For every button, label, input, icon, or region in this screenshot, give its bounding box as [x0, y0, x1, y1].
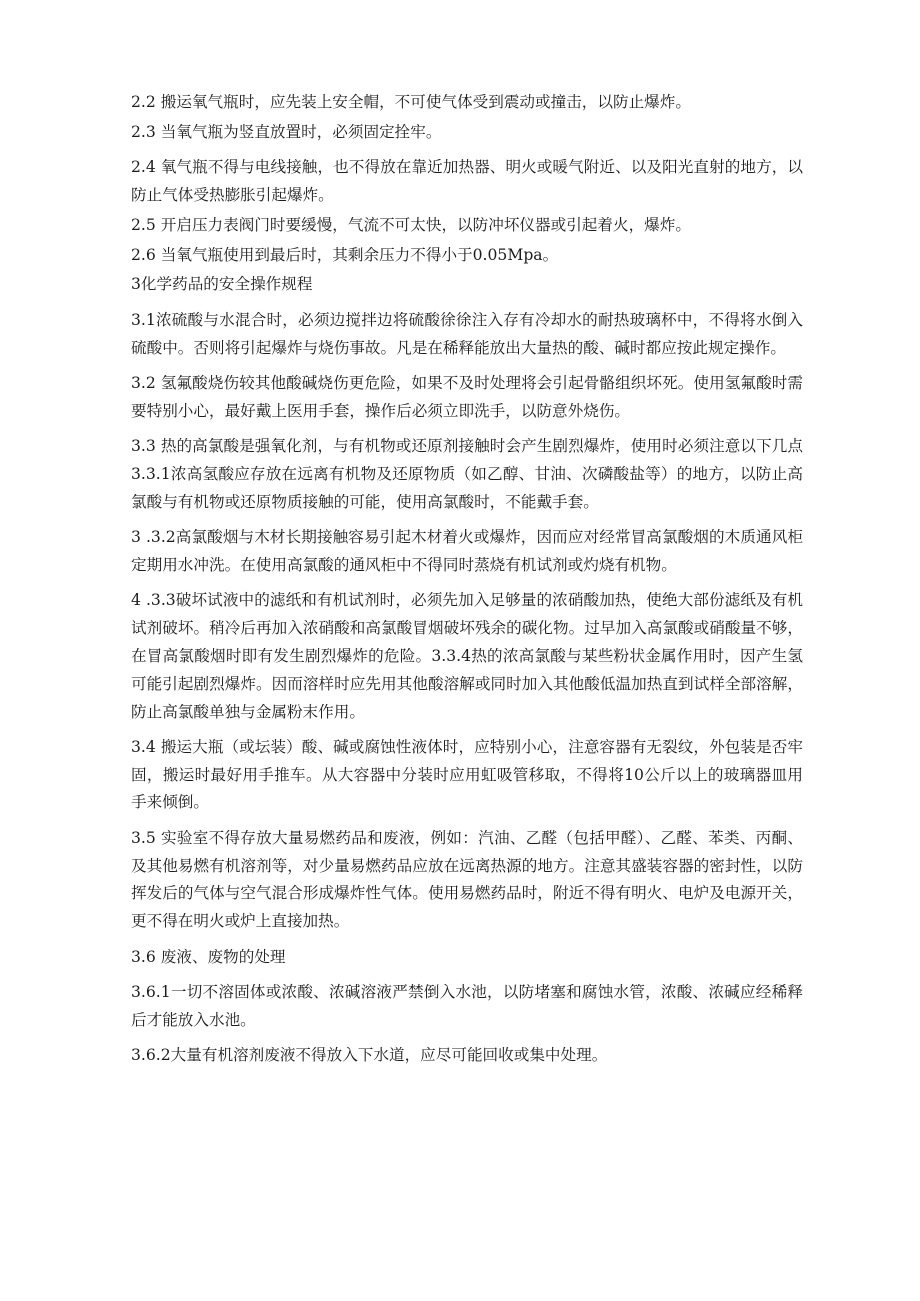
- paragraph-3-3-2: 3 .3.2高氯酸烟与木材长期接触容易引起木材着火或爆炸，因而应对经常冒高氯酸烟的木质通风柜定期用水冲洗。在使用高氯酸的通风柜中不得同时蒸烧有机试剂或灼烧有机物。: [131, 528, 803, 574]
- paragraph-3-2: 3.2 氢氟酸烧伤较其他酸碱烧伤更危险，如果不及时处理将会引起骨骼组织坏死。使用氢氟酸时需要特别小心，最好戴上医用手套，操作后必须立即洗手，以防意外烧伤。: [131, 373, 803, 420]
- paragraph-3-1: 3.1浓硫酸与水混合时，必须边搅拌边将硫酸徐徐注入存有冷却水的耐热玻璃杯中，不得将水倒入硫酸中。否则将引起爆炸与烧伤事故。凡是在稀释能放出大量热的酸、碱时都应按此规定操作。: [131, 310, 803, 357]
- paragraph-2-5: 2.5 开启压力表阀门时要缓慢，气流不可太快，以防冲坏仪器或引起着火，爆炸。: [131, 215, 691, 234]
- paragraph-3-3-3: 4 .3.3破坏试液中的滤纸和有机试剂时，必须先加入足够量的浓硝酸加热，使绝大部份滤纸及有机试剂破坏。稍冷后再加入浓硝酸和高氯酸冒烟破坏残余的碳化物。过早加入高氯酸或硝酸量不够，在冒高氯酸烟时即有发生剧烈爆炸的危险。3.3.4热的浓高氯酸与某些粉状金属作用时，因产生氢可能引起剧烈爆炸。因而溶样时应先用其他酸溶解或同时加入其他酸低温加热直到试样全部溶解，防止高氯酸单独与金属粉末作用。: [131, 591, 803, 721]
- paragraph-2-4: 2.4 氧气瓶不得与电线接触，也不得放在靠近加热器、明火或暖气附近、以及阳光直射的地方，以防止气体受热膨胀引起爆炸。: [131, 158, 803, 204]
- paragraph-3-3: 3.3 热的高氯酸是强氧化剂，与有机物或还原剂接触时会产生剧烈爆炸，使用时必须注意以下几点3.3.1浓高氢酸应存放在远离有机物及还原物质（如乙醇、甘油、次磷酸盐等）的地方，以防止高氯酸与有机物或还原物质接触的可能，使用高氯酸时，不能戴手套。: [131, 437, 803, 511]
- paragraph-2-6: 2.6 当氧气瓶使用到最后时，其剩余压力不得小于0.05Mpa。: [131, 245, 559, 264]
- paragraph-3-6-2: 3.6.2大量有机溶剂废液不得放入下水道，应尽可能回收或集中处理。: [131, 1046, 608, 1065]
- paragraph-3-4: 3.4 搬运大瓶（或坛装）酸、碱或腐蚀性液体时，应特别小心，注意容器有无裂纹，外包装是否牢固，搬运时最好用手推车。从大容器中分装时应用虹吸管移取，不得将10公斤以上的玻璃器皿用手来倾倒。: [131, 737, 803, 812]
- document-body: [131, 89, 803, 1078]
- paragraph-3-6: 3.6 废液、废物的处理: [131, 947, 286, 966]
- paragraph-3-6-1: 3.6.1一切不溶固体或浓酸、浓碱溶液严禁倒入水池，以防堵塞和腐蚀水管，浓酸、浓碱应经稀释后才能放入水池。: [131, 983, 803, 1029]
- paragraph-2-2: 2.2 搬运氧气瓶时，应先装上安全帽，不可使气体受到震动或撞击，以防止爆炸。: [131, 93, 691, 111]
- paragraph-2-3: 2.3 当氧气瓶为竖直放置时，必须固定拴牢。: [131, 122, 442, 141]
- section-heading-3: 3化学药品的安全操作规程: [131, 275, 313, 294]
- paragraph-3-5: 3.5 实验室不得存放大量易燃药品和废液，例如：汽油、乙醛（包括甲醛）、乙醛、苯类、丙酮、及其他易燃有机溶剂等，对少量易燃药品应放在远离热源的地方。注意其盛装容器的密封性，以防挥发后的气体与空气混合形成爆炸性气体。使用易燃药品时，附近不得有明火、电炉及电源开关，更不得在明火或炉上直接加热。: [131, 828, 803, 931]
